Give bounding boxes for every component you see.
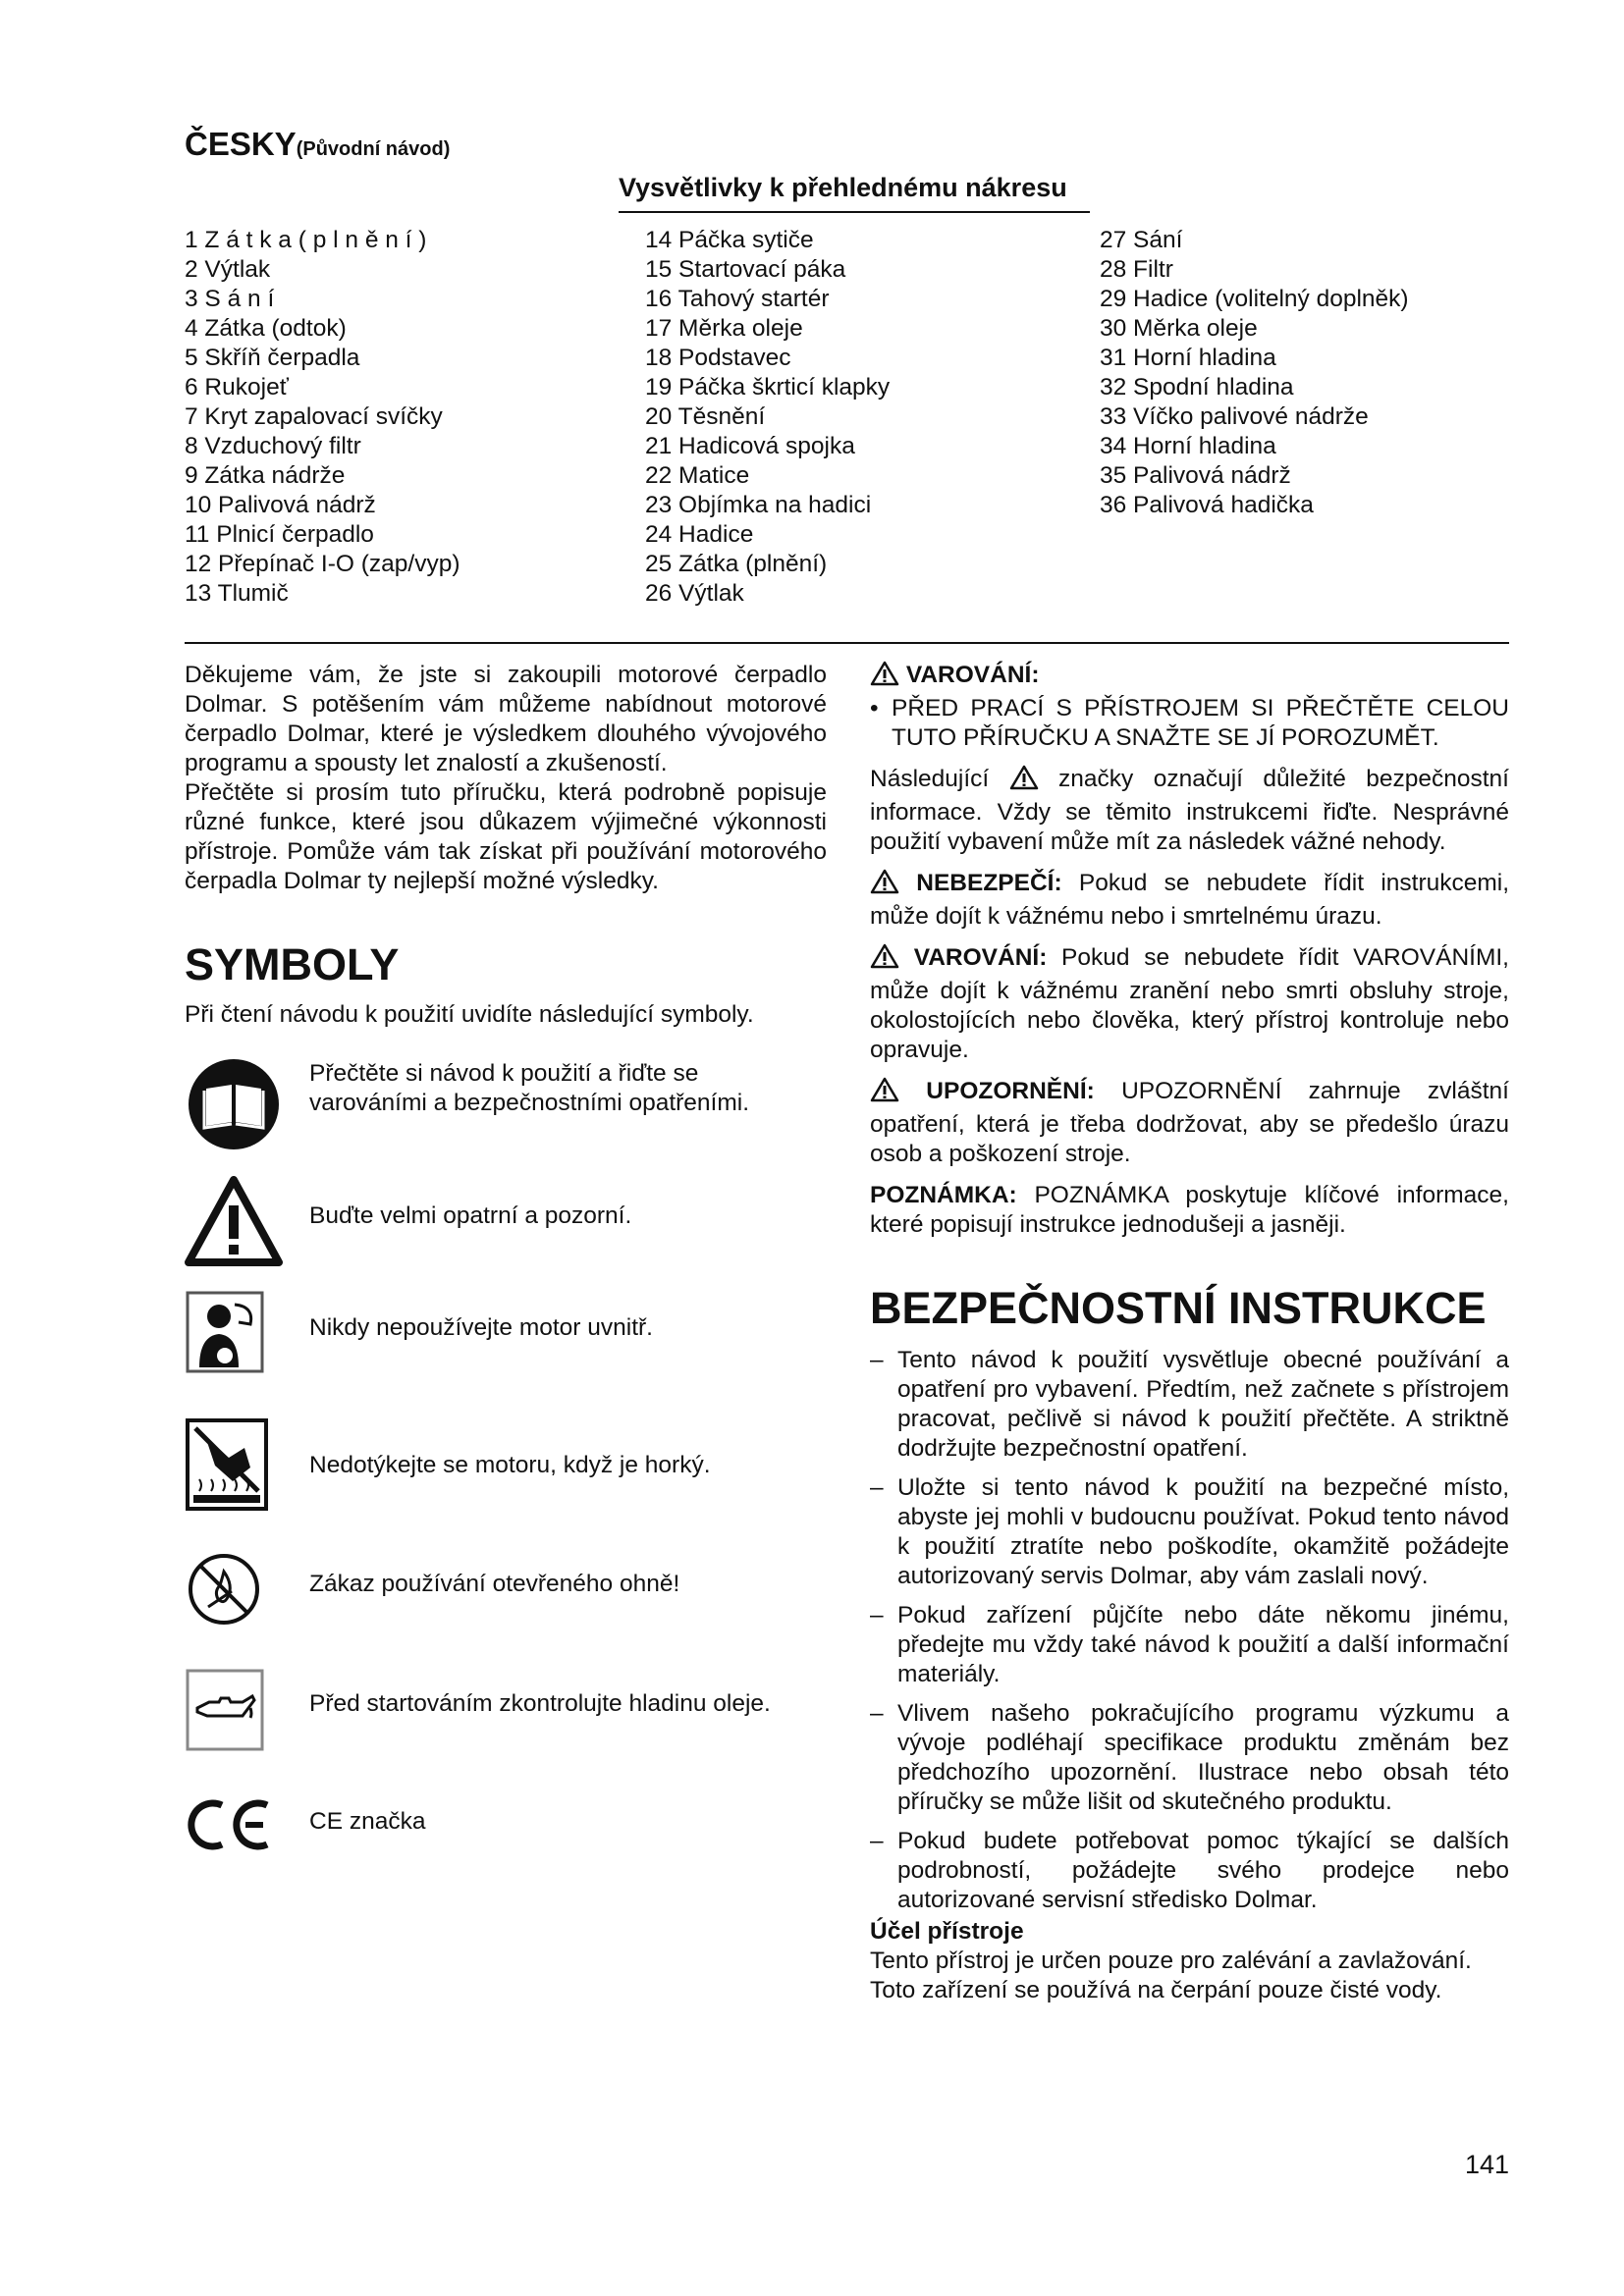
legend-item: 33 Víčko palivové nádrže <box>1100 403 1369 430</box>
no-indoor-use-icon <box>185 1290 265 1374</box>
legend-item: 5 Skříň čerpadla <box>185 345 360 371</box>
warning-triangle-icon <box>185 1172 283 1270</box>
language-title: ČESKY <box>185 126 297 162</box>
purpose-text: Tento přístroj je určen pouze pro zalévání a zavlažování. Toto zařízení se používá na čerpání pouze čisté vody. <box>870 1948 1472 2003</box>
legend-column-3 <box>1100 226 1409 520</box>
varovani-bullet <box>870 694 1509 753</box>
legend-item: 15 Startovací páka <box>645 256 846 283</box>
legend-item: 25 Zátka (plnění) <box>645 551 828 577</box>
legend-item: 30 Měrka oleje <box>1100 315 1258 342</box>
varovani2-text: Pokud se nebudete řídit VAROVÁNÍMI, může dojít k vážnému zranění nebo smrti obsluhy stroje, okolostojících nebo člověka, který přístroj kontroluje nebo opravuje. <box>870 944 1509 1063</box>
warning-triangle-icon <box>870 661 899 694</box>
varovani-heading <box>870 661 1509 694</box>
signs-paragraph <box>870 765 1509 857</box>
dash-mark: – <box>870 1602 884 1629</box>
legend-item: 27 Sání <box>1100 227 1183 253</box>
safety-heading: BEZPEČNOSTNÍ INSTRUKCE <box>870 1283 1487 1333</box>
dash-mark: – <box>870 1700 884 1727</box>
varovani-label: VAROVÁNÍ: <box>905 662 1040 688</box>
warning-triangle-icon <box>870 1077 899 1110</box>
oil-can-icon <box>185 1668 265 1752</box>
legend-item: 26 Výtlak <box>645 580 744 607</box>
legend-item: 34 Horní hladina <box>1100 433 1276 459</box>
legend-item: 29 Hadice (volitelný doplněk) <box>1100 286 1409 312</box>
varovani2-label: VAROVÁNÍ: <box>913 944 1048 971</box>
page-number: 141 <box>1465 2150 1510 2179</box>
safety-list <box>870 1346 1509 1915</box>
legend-title: Vysvětlivky k přehlednému nákresu <box>619 173 1067 202</box>
varovani2-paragraph <box>870 943 1509 1065</box>
legend-item: 1 Z á t k a ( p l n ě n í ) <box>185 227 427 253</box>
legend-item: 12 Přepínač I-O (zap/vyp) <box>185 551 460 577</box>
legend-column-1 <box>185 226 460 609</box>
section-divider <box>185 642 1509 644</box>
dash-mark: – <box>870 1347 884 1373</box>
poznamka-paragraph <box>870 1181 1509 1240</box>
legend-item: 3 S á n í <box>185 286 275 312</box>
safety-item-text: Pokud budete potřebovat pomoc týkající se dalších podrobností, požádejte svého prodejce nebo autorizované servisní středisko Dolmar. <box>897 1828 1509 1913</box>
legend-item: 2 Výtlak <box>185 256 271 283</box>
legend-item: 17 Měrka oleje <box>645 315 803 342</box>
legend-item: 35 Palivová nádrž <box>1100 462 1291 489</box>
safety-item-text: Vlivem našeho pokračujícího programu výzkumu a vývoje podléhají specifikace produktu změnám bez předchozího upozornění. Ilustrace nebo obsah této příručky se může lišit od skutečného produktu. <box>897 1700 1509 1815</box>
symbol-text: Přečtěte si návod k použití a řiďte se varováními a bezpečnostními opatřeními. <box>309 1060 750 1116</box>
poznamka-text: POZNÁMKA poskytuje klíčové informace, které popisují instrukce jednodušeji a jasněji. <box>870 1182 1509 1238</box>
symbol-text: Před startováním zkontrolujte hladinu oleje. <box>309 1690 771 1717</box>
symbol-text: Nikdy nepoužívejte motor uvnitř. <box>309 1314 653 1341</box>
left-column <box>185 661 827 1884</box>
legend-item: 9 Zátka nádrže <box>185 462 346 489</box>
bullet-mark: • <box>870 695 879 721</box>
ce-mark-icon <box>185 1795 279 1854</box>
safety-item-text: Tento návod k použití vysvětluje obecné používání a opatření pro vybavení. Předtím, než začnete s přístrojem pracovat, pečlivě si návod k použití přečtěte. A striktně dodržujte bezpečnostní opatření. <box>897 1347 1509 1462</box>
legend-item: 28 Filtr <box>1100 256 1173 283</box>
legend-item: 8 Vzduchový filtr <box>185 433 361 459</box>
legend-item: 6 Rukojeť <box>185 374 289 400</box>
safety-item <box>870 1699 1509 1817</box>
no-open-flame-icon <box>185 1550 263 1629</box>
safety-item-text: Uložte si tento návod k použití na bezpečné místo, abyste jej mohli v budoucnu používat. Pokud tento návod k použití ztratíte nebo poškodíte, okamžitě požádejte autorizovaný servis Dolmar, aby vám zaslali nový. <box>897 1474 1509 1589</box>
symbol-text: Nedotýkejte se motoru, když je horký. <box>309 1452 711 1478</box>
nebezpeci-text: Pokud se nebudete řídit instrukcemi, může dojít k vážnému nebo i smrtelnému úrazu. <box>870 870 1510 930</box>
legend-item: 20 Těsnění <box>645 403 766 430</box>
legend-item: 16 Tahový startér <box>645 286 830 312</box>
legend-item: 14 Páčka sytiče <box>645 227 814 253</box>
legend-item: 36 Palivová hadička <box>1100 492 1314 518</box>
legend-item: 18 Podstavec <box>645 345 791 371</box>
legend-item: 21 Hadicová spojka <box>645 433 855 459</box>
warning-triangle-icon <box>870 869 899 902</box>
safety-item <box>870 1473 1509 1591</box>
symbol-text: Buďte velmi opatrní a pozorní. <box>309 1202 632 1229</box>
varovani-text: PŘED PRACÍ S PŘÍSTROJEM SI PŘEČTĚTE CELOU TUTO PŘÍRUČKU A SNAŽTE SE JÍ POROZUMĚT. <box>892 695 1509 751</box>
legend-item: 32 Spodní hladina <box>1100 374 1294 400</box>
legend-title-underline <box>619 211 1090 213</box>
dash-mark: – <box>870 1828 884 1854</box>
safety-item <box>870 1601 1509 1689</box>
legend-item: 22 Matice <box>645 462 750 489</box>
safety-item-text: Pokud zařízení půjčíte nebo dáte někomu jinému, předejte mu vždy také návod k použití a další informační materiály. <box>897 1602 1509 1687</box>
hot-surface-icon <box>185 1417 269 1512</box>
signs-pre: Následující <box>870 766 990 792</box>
intro-paragraph-2: Přečtěte si prosím tuto příručku, která podrobně popisuje různé funkce, které jsou důkazem výjimečné výkonnosti přístroje. Pomůže vám tak získat při používání motorového čerpadla Dolmar ty nejlepší možné výsledky. <box>185 779 827 894</box>
upozorneni-text: UPOZORNĚNÍ zahrnuje zvláštní opatření, která je třeba dodržovat, aby se předešlo úrazu osob a poškození stroje. <box>870 1078 1509 1167</box>
signs-post: značky označují důležité bezpečnostní informace. Vždy se těmito instrukcemi řiďte. Nesprávné použití vybavení může mít za následek vážné nehody. <box>870 766 1509 855</box>
book-icon <box>185 1055 283 1153</box>
language-heading <box>185 126 450 163</box>
legend-item: 24 Hadice <box>645 521 754 548</box>
warning-triangle-icon <box>870 943 899 977</box>
upozorneni-label: UPOZORNĚNÍ: <box>926 1078 1095 1104</box>
legend-item: 19 Páčka škrticí klapky <box>645 374 891 400</box>
right-column <box>870 661 1509 2005</box>
language-subtitle: (Původní návod) <box>296 138 451 160</box>
symbols-heading: SYMBOLY <box>185 939 400 989</box>
safety-item <box>870 1346 1509 1464</box>
legend-item: 10 Palivová nádrž <box>185 492 376 518</box>
purpose-heading: Účel přístroje <box>870 1918 1024 1945</box>
safety-item <box>870 1827 1509 1915</box>
legend-item: 11 Plnicí čerpadlo <box>185 521 374 548</box>
intro-paragraph-1: Děkujeme vám, že jste si zakoupili motorové čerpadlo Dolmar. S potěšením vám můžeme nabídnout motorové čerpadlo Dolmar, které je výsledkem dlouhého vývojového programu a spousty let znalostí a zkušeností. <box>185 662 827 776</box>
symbol-text: CE značka <box>309 1808 426 1835</box>
legend-column-2 <box>645 226 890 609</box>
warning-triangle-icon <box>1009 765 1039 798</box>
poznamka-label: POZNÁMKA: <box>870 1182 1017 1208</box>
nebezpeci-label: NEBEZPEČÍ: <box>916 870 1062 896</box>
symbol-text: Zákaz používání otevřeného ohně! <box>309 1571 680 1597</box>
legend-item: 13 Tlumič <box>185 580 289 607</box>
dash-mark: – <box>870 1474 884 1501</box>
legend-item: 31 Horní hladina <box>1100 345 1276 371</box>
legend-item: 23 Objímka na hadici <box>645 492 872 518</box>
nebezpeci-paragraph <box>870 869 1509 932</box>
legend-item: 4 Zátka (odtok) <box>185 315 347 342</box>
symbols-list <box>185 1049 827 1884</box>
upozorneni-paragraph <box>870 1077 1509 1169</box>
legend-item: 7 Kryt zapalovací svíčky <box>185 403 443 430</box>
symbols-intro: Při čtení návodu k použití uvidíte následující symboly. <box>185 1001 754 1028</box>
